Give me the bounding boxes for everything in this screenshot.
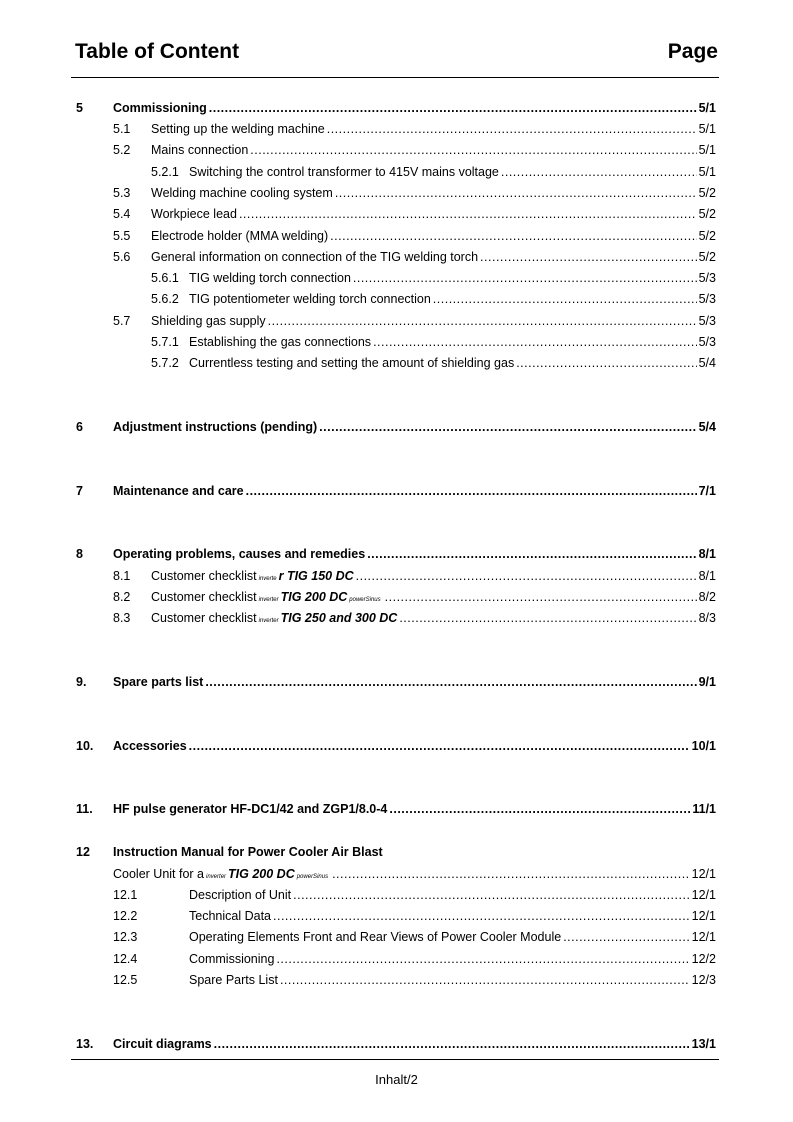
toc-entry-body [189, 886, 716, 904]
dot-leader [516, 354, 696, 372]
brand-superscript: powerSinus [349, 597, 381, 603]
toc-entry-label: TIG potentiometer welding torch connection [189, 292, 431, 306]
toc-entry-body [151, 120, 716, 138]
toc-entry-body [151, 312, 716, 330]
toc-entry-page: 5/4 [698, 420, 716, 434]
toc-entry-page: 12/1 [691, 888, 716, 902]
dot-leader [280, 971, 690, 989]
toc-entry-number: 12.1 [113, 888, 138, 902]
toc-entry-body [151, 205, 716, 223]
dot-leader [276, 950, 689, 968]
toc-entry[interactable] [0, 545, 793, 563]
toc-entry-number: 12.5 [113, 973, 138, 987]
dot-leader [205, 673, 696, 691]
toc-entry-label: Cooler Unit for a [113, 867, 205, 881]
brand-superscript: inverter [258, 597, 279, 603]
toc-entry[interactable] [0, 928, 793, 946]
toc-entry[interactable] [0, 99, 793, 117]
dot-leader [501, 163, 697, 181]
toc-entry[interactable] [0, 418, 793, 436]
toc-entry-page: 13/1 [691, 1037, 716, 1051]
toc-entry-body [113, 865, 716, 886]
toc-entry-label: Workpiece lead [151, 207, 237, 221]
dot-leader [246, 482, 697, 500]
toc-entry-label: Setting up the welding machine [151, 122, 325, 136]
toc-entry-page: 5/1 [698, 122, 716, 136]
brand-superscript: inverter [206, 874, 227, 880]
toc-entry-page: 8/3 [698, 611, 716, 625]
toc-entry-label: Electrode holder (MMA welding) [151, 229, 329, 243]
toc-entry-body [113, 99, 716, 117]
toc-entry[interactable] [0, 333, 793, 351]
toc-entry-page: 12/3 [691, 973, 716, 987]
dot-leader [273, 907, 690, 925]
toc-entry[interactable] [0, 163, 793, 181]
toc-entry-label: Currentless testing and setting the amount of shielding gas [189, 356, 515, 370]
toc-entry-body [189, 907, 716, 925]
toc-entry-page: 5/2 [698, 207, 716, 221]
toc-entry[interactable] [0, 248, 793, 266]
toc-entry-number: 12.4 [113, 952, 138, 966]
toc-entry[interactable] [0, 1035, 793, 1053]
toc-entry-body [151, 588, 716, 609]
dot-leader [268, 312, 697, 330]
footer-divider [71, 1059, 719, 1060]
toc-entry[interactable] [0, 482, 793, 500]
toc-entry-number: 11. [76, 802, 93, 816]
toc-entry-page: 5/1 [698, 165, 716, 179]
toc-entry-page: 5/4 [698, 356, 716, 370]
toc-entry-page: 7/1 [698, 484, 716, 498]
dot-leader [327, 120, 697, 138]
toc-entry[interactable] [0, 141, 793, 159]
toc-entry-number: 5.5 [113, 229, 131, 243]
dot-leader [353, 269, 697, 287]
toc-entry-page: 5/2 [698, 186, 716, 200]
dot-leader [250, 141, 696, 159]
toc-entry-body [151, 609, 716, 630]
page-footer: Inhalt/2 [375, 1072, 418, 1087]
toc-entry-label: Spare parts list [113, 675, 204, 689]
toc-entry-label: Operating problems, causes and remedies [113, 547, 366, 561]
toc-entry-label: Circuit diagrams [113, 1037, 212, 1051]
toc-entry[interactable] [0, 269, 793, 287]
toc-entry[interactable] [0, 800, 793, 818]
toc-entry-label: Spare Parts List [189, 973, 278, 987]
toc-entry-page: 5/3 [698, 292, 716, 306]
toc-entry-body [189, 163, 716, 181]
dot-leader [389, 800, 690, 818]
toc-entry-label: Switching the control transformer to 415V mains voltage [189, 165, 499, 179]
dot-leader [293, 886, 690, 904]
toc-entry-number: 12.2 [113, 909, 138, 923]
toc-entry-page: 5/1 [698, 143, 716, 157]
model-name: TIG 200 DC [280, 590, 348, 604]
page-column-label: Page [667, 40, 718, 63]
toc-entry-number: 5 [76, 101, 83, 115]
brand-superscript: inverter [258, 618, 279, 624]
toc-entry-number: 8.2 [113, 590, 131, 604]
dot-leader [399, 609, 696, 627]
toc-entry[interactable] [0, 971, 793, 989]
toc-entry-number: 13. [76, 1037, 94, 1051]
toc-entry-number: 10. [76, 739, 94, 753]
toc-entry-number: 12 [76, 845, 90, 859]
toc-entry-page: 5/3 [698, 335, 716, 349]
toc-entry-page: 8/1 [698, 547, 716, 561]
dot-leader [563, 928, 689, 946]
toc-entry-label: Customer checklist [151, 611, 257, 625]
toc-entry[interactable] [0, 673, 793, 691]
toc-entry-label: Technical Data [189, 909, 271, 923]
toc-entry-number: 5.1 [113, 122, 131, 136]
dot-leader [367, 545, 696, 563]
toc-entry-body [151, 248, 716, 266]
toc-entry-number: 7 [76, 484, 83, 498]
dot-leader [335, 184, 697, 202]
toc-entry[interactable] [0, 120, 793, 138]
brand-superscript: inverte [258, 576, 277, 582]
toc-entry-number: 5.6.1 [151, 271, 179, 285]
toc-entry-number: 8 [76, 547, 83, 561]
toc-entry-number: 5.2 [113, 143, 131, 157]
toc-entry-label: General information on connection of the TIG welding torch [151, 250, 479, 264]
dot-leader [385, 588, 697, 606]
toc-entry-body [189, 950, 716, 968]
toc-entry-number: 5.7.2 [151, 356, 179, 370]
toc-entry-number: 5.7 [113, 314, 131, 328]
toc-entry-label: Adjustment instructions (pending) [113, 420, 318, 434]
toc-entry[interactable] [0, 843, 793, 861]
model-name: r TIG 150 DC [278, 569, 354, 583]
page-title: Table of Content [75, 40, 240, 63]
toc-entry-body [113, 737, 716, 755]
model-name: TIG 250 and 300 DC [280, 611, 398, 625]
toc-entry[interactable] [0, 567, 793, 585]
toc-entry-label: Accessories [113, 739, 187, 753]
toc-entry[interactable] [0, 354, 793, 372]
dot-leader [373, 333, 697, 351]
toc-entry-page: 10/1 [691, 739, 716, 753]
toc-entry-number: 6 [76, 420, 83, 434]
toc-entry[interactable] [0, 205, 793, 223]
toc-entry[interactable] [0, 950, 793, 968]
toc-entry[interactable] [0, 886, 793, 904]
toc-entry-label: Customer checklist [151, 590, 257, 604]
toc-entry[interactable] [0, 737, 793, 755]
dot-leader [319, 418, 696, 436]
header-divider [71, 77, 719, 78]
toc-entry-number: 5.4 [113, 207, 131, 221]
toc-entry-page: 8/1 [698, 569, 716, 583]
toc-entry-number: 8.3 [113, 611, 131, 625]
toc-entry-number: 5.6.2 [151, 292, 179, 306]
toc-entry-body [113, 482, 716, 500]
toc-entry-label: HF pulse generator HF-DC1/42 and ZGP1/8.0-4 [113, 802, 388, 816]
toc-entry-page: 12/2 [691, 952, 716, 966]
toc-entry[interactable] [0, 907, 793, 925]
toc-entry-body [151, 567, 716, 588]
dot-leader [214, 1035, 690, 1053]
toc-entry[interactable] [0, 290, 793, 308]
dot-leader [239, 205, 697, 223]
dot-leader [356, 567, 697, 585]
toc-entry-number: 12.3 [113, 930, 138, 944]
toc-entry-body [151, 184, 716, 202]
toc-entry-page: 11/1 [692, 802, 716, 816]
toc-entry-body [189, 333, 716, 351]
toc-entry-page: 8/2 [698, 590, 716, 604]
toc-entry-page: 12/1 [691, 909, 716, 923]
toc-entry-label: Mains connection [151, 143, 249, 157]
toc-entry-page: 12/1 [691, 867, 716, 881]
toc-entry[interactable] [0, 312, 793, 330]
toc-entry-page: 9/1 [698, 675, 716, 689]
dot-leader [209, 99, 697, 117]
toc-entry-label: Commissioning [189, 952, 275, 966]
toc-entry-body [113, 1035, 716, 1053]
dot-leader [332, 865, 690, 883]
toc-entry-page: 5/3 [698, 271, 716, 285]
toc-entry-body [113, 418, 716, 436]
toc-entry-label: Instruction Manual for Power Cooler Air Blast [113, 845, 383, 859]
toc-entry-page: 5/1 [698, 101, 716, 115]
toc-entry-label: Description of Unit [189, 888, 292, 902]
toc-entry-page: 5/3 [698, 314, 716, 328]
toc-entry-body [113, 545, 716, 563]
toc-entry-page: 5/2 [698, 250, 716, 264]
toc-entry-body [113, 800, 716, 818]
toc-entry-body [151, 227, 716, 245]
toc-entry-label: TIG welding torch connection [189, 271, 351, 285]
toc-entry-label: Shielding gas supply [151, 314, 266, 328]
toc-entry-number: 9. [76, 675, 87, 689]
toc-entry-label: Commissioning [113, 101, 207, 115]
toc-entry-label: Establishing the gas connections [189, 335, 372, 349]
toc-entry-label: Maintenance and care [113, 484, 244, 498]
toc-entry[interactable] [0, 588, 793, 606]
toc-entry-body [189, 928, 716, 946]
toc-entry-body [189, 269, 716, 287]
toc-entry-body [113, 843, 716, 861]
dot-leader [330, 227, 696, 245]
toc-entry-page: 5/2 [698, 229, 716, 243]
dot-leader [433, 290, 697, 308]
model-name: TIG 200 DC [228, 867, 295, 881]
toc-entry-body [189, 354, 716, 372]
brand-superscript: powerSinus [296, 874, 329, 880]
toc-entry-label: Customer checklist [151, 569, 257, 583]
dot-leader [480, 248, 697, 266]
toc-entry-body [113, 673, 716, 691]
toc-entry-number: 5.2.1 [151, 165, 179, 179]
toc-entry[interactable] [0, 184, 793, 202]
toc-entry-label: Operating Elements Front and Rear Views of Power Cooler Module [189, 930, 562, 944]
toc-entry-number: 8.1 [113, 569, 131, 583]
toc-entry-number: 5.7.1 [151, 335, 179, 349]
toc-entry-body [151, 141, 716, 159]
toc-entry[interactable] [0, 865, 793, 883]
dot-leader [189, 737, 690, 755]
toc-entry-label: Welding machine cooling system [151, 186, 333, 200]
toc-entry-body [189, 971, 716, 989]
toc-entry-body [189, 290, 716, 308]
toc-entry-number: 5.6 [113, 250, 131, 264]
toc-entry-number: 5.3 [113, 186, 131, 200]
toc-entry-page: 12/1 [691, 930, 716, 944]
toc-entry[interactable] [0, 227, 793, 245]
toc-entry[interactable] [0, 609, 793, 627]
